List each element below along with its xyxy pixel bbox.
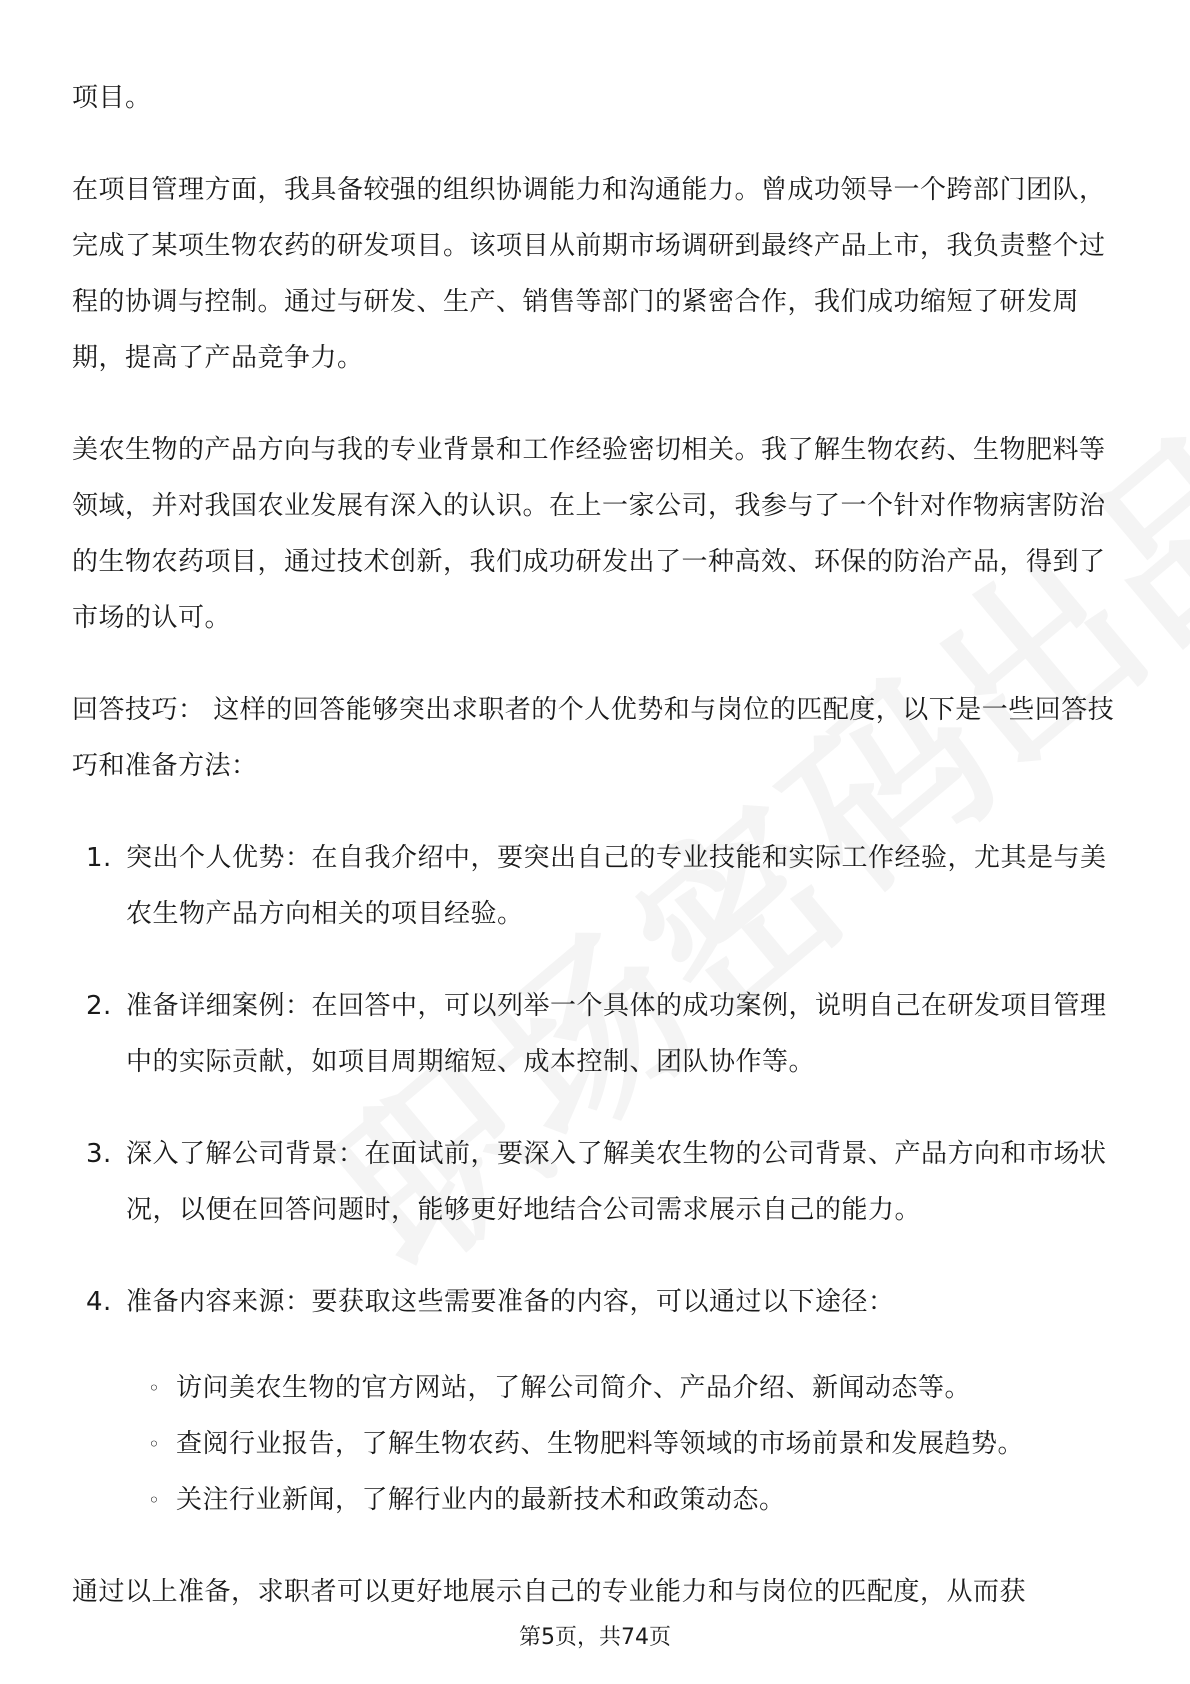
numbered-list (72, 830, 1122, 1330)
list-item-text: 突出个人优势：在自我介绍中，要突出自己的专业技能和实际工作经验，尤其是与美农生物产品方向相关的项目经验。 (126, 843, 1107, 929)
paragraph-continuation: 项目。 (72, 83, 152, 113)
list-number: 4. (86, 1287, 112, 1317)
numbered-list-item (72, 978, 1122, 1090)
list-number: 1. (86, 843, 112, 873)
numbered-list-item (72, 1126, 1122, 1238)
list-number: 2. (86, 991, 112, 1021)
bullet-icon: ◦ (148, 1376, 161, 1400)
list-item-text: 准备内容来源：要获取这些需要准备的内容，可以通过以下途径： (126, 1287, 895, 1317)
list-item-text: 准备详细案例：在回答中，可以列举一个具体的成功案例，说明自己在研发项目管理中的实际贡献，如项目周期缩短、成本控制、团队协作等。 (126, 991, 1107, 1077)
bullet-item-text: 关注行业新闻，了解行业内的最新技术和政策动态。 (176, 1485, 786, 1515)
list-item-text: 深入了解公司背景：在面试前，要深入了解美农生物的公司背景、产品方向和市场状况，以便在回答问题时，能够更好地结合公司需求展示自己的能力。 (126, 1139, 1107, 1225)
numbered-list-item (72, 830, 1122, 942)
page-number-footer: 第5页，共74页 (519, 1625, 671, 1650)
bullet-item-text: 查阅行业报告，了解生物农药、生物肥料等领域的市场前景和发展趋势。 (176, 1429, 1025, 1459)
numbered-list-item (72, 1274, 1122, 1330)
bullet-list-item (72, 1472, 1122, 1528)
paragraph-project-management: 在项目管理方面，我具备较强的组织协调能力和沟通能力。曾成功领导一个跨部门团队，完成了某项生物农药的研发项目。该项目从前期市场调研到最终产品上市，我负责整个过程的协调与控制。通过与研发、生产、销售等部门的紧密合作，我们成功缩短了研发周期，提高了产品竞争力。 (72, 175, 1106, 373)
bullet-list-item (72, 1416, 1122, 1472)
paragraph-product-direction: 美农生物的产品方向与我的专业背景和工作经验密切相关。我了解生物农药、生物肥料等领域，并对我国农业发展有深入的认识。在上一家公司，我参与了一个针对作物病害防治的生物农药项目，通过技术创新，我们成功研发出了一种高效、环保的防治产品，得到了市场的认可。 (72, 435, 1106, 633)
bullet-list (72, 1360, 1122, 1528)
list-number: 3. (86, 1139, 112, 1169)
bullet-icon: ◦ (148, 1488, 161, 1512)
bullet-list-item (72, 1360, 1122, 1416)
paragraph-answer-tips: 回答技巧： 这样的回答能够突出求职者的个人优势和与岗位的匹配度，以下是一些回答技巧和准备方法： (72, 695, 1115, 781)
bullet-item-text: 访问美农生物的官方网站，了解公司简介、产品介绍、新闻动态等。 (176, 1373, 972, 1403)
bullet-icon: ◦ (148, 1432, 161, 1456)
paragraph-conclusion: 通过以上准备，求职者可以更好地展示自己的专业能力和与岗位的匹配度，从而获 (72, 1577, 1027, 1607)
document-body (72, 70, 1122, 1656)
